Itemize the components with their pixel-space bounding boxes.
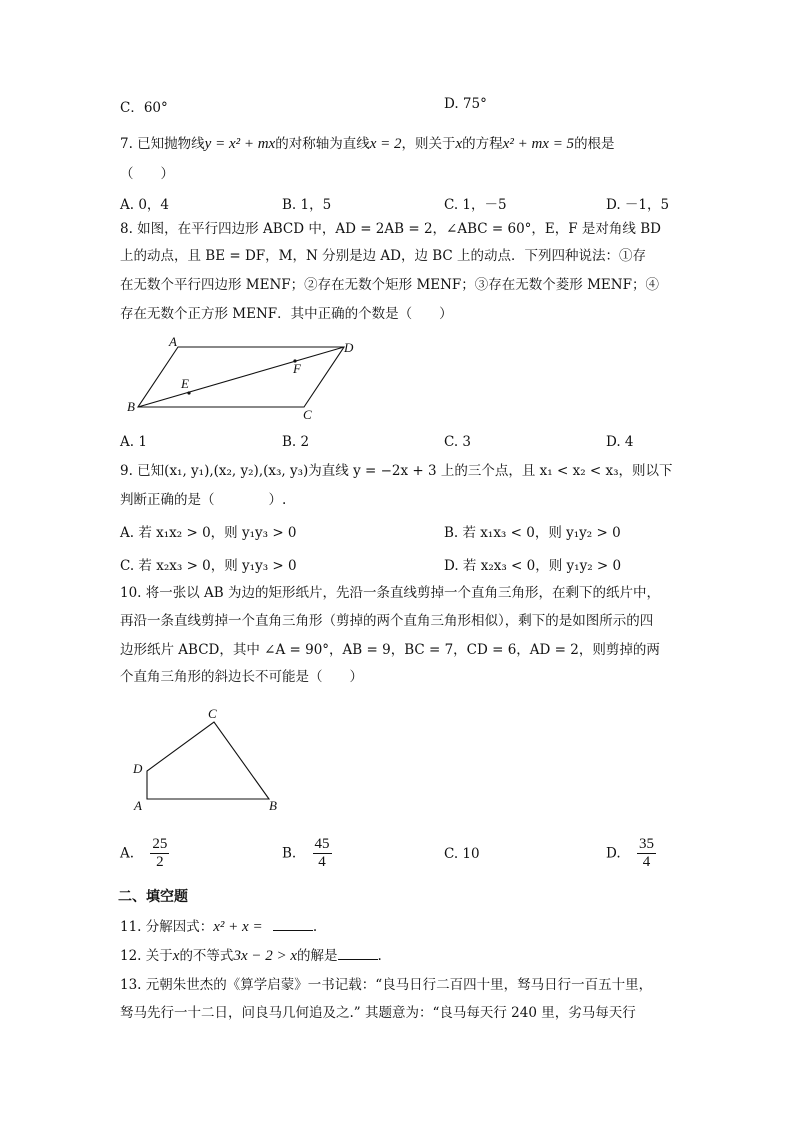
parallelogram-figure <box>120 333 360 425</box>
q11-answer-blank[interactable] <box>273 930 313 931</box>
q7-paren: （ ） <box>120 166 174 182</box>
q9-option-a: A. 若 x₁x₂ > 0，则 y₁y₃ > 0 <box>120 525 297 541</box>
q12-answer-blank[interactable] <box>338 959 378 960</box>
q10-option-b: B. $\frac{45}{4}$ <box>282 836 330 870</box>
q9-option-b: B. 若 x₁x₃ < 0，则 y₁y₂ > 0 <box>444 525 621 541</box>
q8-line-3: 在无数个平行四边形 MENF；②存在无数个矩形 MENF；③存在无数个菱形 MENF；④ <box>120 277 659 293</box>
label-d: D <box>133 761 143 776</box>
q13-line-2: 驽马先行一十二日，问良马几何追及之.” 其题意为：“良马每天行 240 里，劣马每天行 <box>120 1005 636 1021</box>
q9-line-2: 判断正确的是（ ）. <box>120 492 287 508</box>
q8-option-b: B. 2 <box>282 434 310 450</box>
q10-option-c: C. 10 <box>444 846 480 862</box>
q7-option-b: B. 1，5 <box>282 197 332 213</box>
q9-line-1: 9. 已知(x₁, y₁),(x₂, y₂),(x₃, y₃)为直线 y = −2x + 3 上的三个点，且 x₁ < x₂ < x₃，则以下 <box>120 463 673 479</box>
label-a: A <box>134 798 142 813</box>
label-a: A <box>169 334 177 349</box>
q10-line-2: 再沿一条直线剪掉一个直角三角形（剪掉的两个直角三角形相似），剩下的是如图所示的四 <box>120 613 654 629</box>
q7-option-d: D. －1，5 <box>606 197 670 213</box>
label-d: D <box>344 340 354 355</box>
q10-option-a: A. $\frac{25}{2}$ <box>120 836 168 870</box>
q8-line-1: 8. 如图，在平行四边形 ABCD 中，AD = 2AB = 2，∠ABC = 60°，E，F 是对角线 BD <box>120 221 661 237</box>
q8-line-4: 存在无数个正方形 MENF．其中正确的个数是（ ） <box>120 306 453 322</box>
q11: 11. 分解因式：x² + x = . <box>120 919 318 935</box>
label-f: F <box>293 361 301 376</box>
q8-option-a: A. 1 <box>120 434 147 450</box>
label-c: C <box>208 706 217 721</box>
label-b: B <box>269 798 277 813</box>
section-heading: 二、填空题 <box>118 889 188 905</box>
q7-stem: 7. 已知抛物线y = x² + mx的对称轴为直线x = 2，则关于x的方程x² + mx = 5的根是 <box>120 136 615 152</box>
label-b: B <box>127 399 135 414</box>
q9-option-d: D. 若 x₂x₃ < 0，则 y₁y₂ > 0 <box>444 558 622 574</box>
q13-line-1: 13. 元朝朱世杰的《算学启蒙》一书记载：“良马日行二百四十里，驽马日行一百五十里， <box>120 977 653 993</box>
quadrilateral-figure <box>125 703 295 815</box>
q6-option-d: D. 75° <box>444 96 487 112</box>
label-e: E <box>181 376 189 391</box>
q9-option-c: C. 若 x₂x₃ > 0，则 y₁y₃ > 0 <box>120 558 297 574</box>
q8-option-d: D. 4 <box>606 434 634 450</box>
q8-option-c: C. 3 <box>444 434 472 450</box>
q10-option-d: D. $\frac{35}{4}$ <box>606 836 654 870</box>
label-c: C <box>303 407 312 422</box>
q6-option-c: C．60° <box>120 100 168 116</box>
q7-option-a: A. 0，4 <box>120 197 170 213</box>
q7-option-c: C. 1，－5 <box>444 197 507 213</box>
q10-line-1: 10. 将一张以 AB 为边的矩形纸片，先沿一条直线剪掉一个直角三角形，在剩下的纸片中， <box>120 585 661 601</box>
q10-line-3: 边形纸片 ABCD，其中 ∠A = 90°，AB = 9，BC = 7，CD = 6，AD = 2，则剪掉的两 <box>120 642 660 658</box>
q10-line-4: 个直角三角形的斜边长不可能是（ ） <box>120 669 363 685</box>
q8-line-2: 上的动点，且 BE = DF，M，N 分别是边 AD，边 BC 上的动点．下列四种说法：①存 <box>120 248 647 264</box>
q12: 12. 关于x的不等式3x − 2 > x的解是 . <box>120 948 382 964</box>
